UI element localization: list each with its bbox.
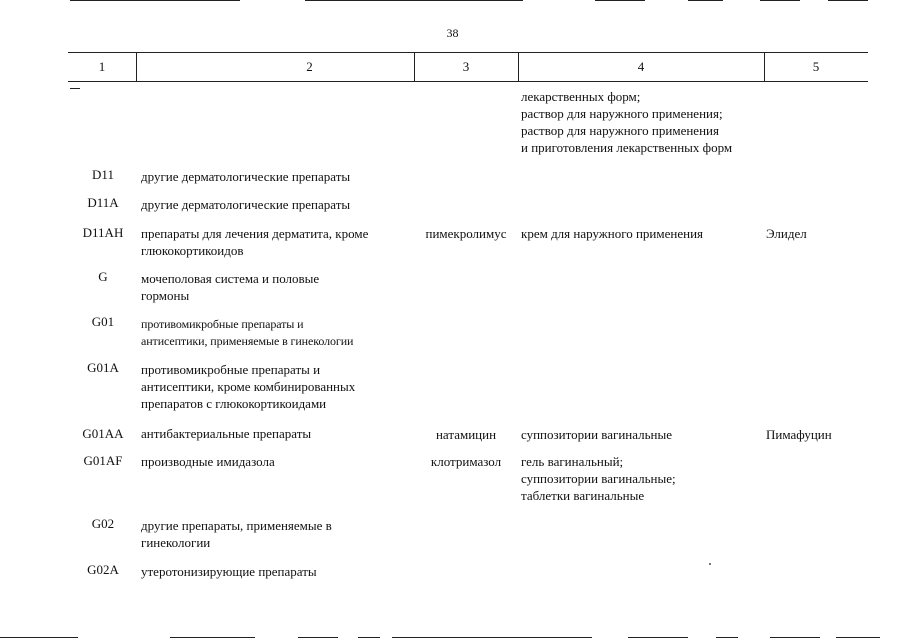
form-line: крем для наружного применения: [521, 226, 704, 241]
bottom-edge-line: [298, 637, 338, 638]
name-line: другие дерматологические препараты: [141, 169, 351, 184]
bottom-edge-line: [392, 637, 592, 638]
dosage-form: [521, 225, 766, 242]
atc-code: G01A: [87, 360, 119, 375]
name-line: другие препараты, применяемые в: [141, 518, 332, 533]
atc-code: G01: [91, 314, 115, 329]
top-edge-line: [688, 0, 723, 1]
form-line: суппозитории вагинальные;: [521, 471, 676, 486]
header-col-1: 1: [98, 59, 106, 74]
atc-code: D11AH: [82, 225, 124, 240]
header-col-4: 4: [637, 59, 645, 74]
atc-name: [141, 517, 416, 551]
bottom-edge-line: [836, 637, 880, 638]
name-line: противомикробные препараты и: [141, 317, 304, 331]
form-line: и приготовления лекарственных форм: [521, 140, 733, 155]
top-edge-line: [305, 0, 523, 1]
bottom-edge-line: [716, 637, 738, 638]
header-col-2: 2: [306, 59, 313, 74]
name-line: препараты для лечения дерматита, кроме: [141, 226, 369, 241]
form-line: суппозитории вагинальные: [521, 427, 673, 442]
table-header: [68, 52, 868, 82]
name-line: гормоны: [141, 288, 190, 303]
page-number: 38: [446, 26, 459, 40]
inn-name: клотримазол: [430, 454, 502, 469]
name-line: мочеполовая система и половые: [141, 271, 320, 286]
bottom-edge-line: [628, 637, 688, 638]
name-line: другие дерматологические препараты: [141, 197, 351, 212]
atc-name: [141, 453, 416, 470]
inn-name: натамицин: [435, 427, 497, 442]
dosage-form: [521, 426, 766, 443]
form-line: гель вагинальный;: [521, 454, 624, 469]
bottom-edge-line: [358, 637, 380, 638]
bottom-edge-line: [770, 637, 820, 638]
atc-name: [141, 361, 416, 412]
atc-code: G: [98, 269, 108, 284]
name-line: утеротонизирующие препараты: [141, 564, 317, 579]
atc-name: [141, 168, 416, 185]
atc-name: [141, 425, 416, 442]
top-edge-line: [70, 0, 240, 1]
brand-name: Пимафуцин: [766, 427, 832, 442]
atc-code: G02A: [87, 562, 119, 577]
top-edge-line: [595, 0, 645, 1]
name-line: противомикробные препараты и: [141, 362, 321, 377]
form-line: таблетки вагинальные: [521, 488, 645, 503]
scan-speck: [709, 563, 711, 565]
top-edge-line: [760, 0, 800, 1]
name-line: производные имидазола: [141, 454, 275, 469]
inn-name: пимекролимус: [425, 226, 507, 241]
form-line: раствор для наружного применения: [521, 123, 719, 138]
atc-name: [141, 270, 416, 304]
name-line: гинекологии: [141, 535, 211, 550]
header-underline-tick: [70, 88, 80, 89]
atc-name: [141, 196, 416, 213]
atc-code: D11A: [87, 195, 119, 210]
continued-dosage-form: [521, 88, 766, 156]
name-line: антисептики, кроме комбинированных: [141, 379, 356, 394]
header-col-3: 3: [462, 59, 470, 74]
dosage-form: [521, 453, 766, 504]
name-line: антибактериальные препараты: [141, 426, 312, 441]
atc-code: G01AF: [83, 453, 123, 468]
form-line: раствор для наружного применения;: [521, 106, 723, 121]
bottom-edge-line: [0, 637, 78, 638]
top-edge-line: [828, 0, 868, 1]
brand-name: Элидел: [766, 226, 807, 241]
header-col-5: 5: [812, 59, 820, 74]
name-line: препаратов с глюкокортикоидами: [141, 396, 327, 411]
form-line: лекарственных форм;: [521, 89, 641, 104]
atc-code: D11: [92, 167, 114, 182]
bottom-edge-line: [170, 637, 255, 638]
atc-code: G01AA: [82, 426, 124, 441]
atc-name: [141, 563, 416, 580]
atc-name: [141, 316, 416, 350]
name-line: глюкокортикоидов: [141, 243, 244, 258]
atc-code: G02: [91, 516, 115, 531]
atc-name: [141, 225, 416, 259]
name-line: антисептики, применяемые в гинекологии: [141, 334, 354, 348]
